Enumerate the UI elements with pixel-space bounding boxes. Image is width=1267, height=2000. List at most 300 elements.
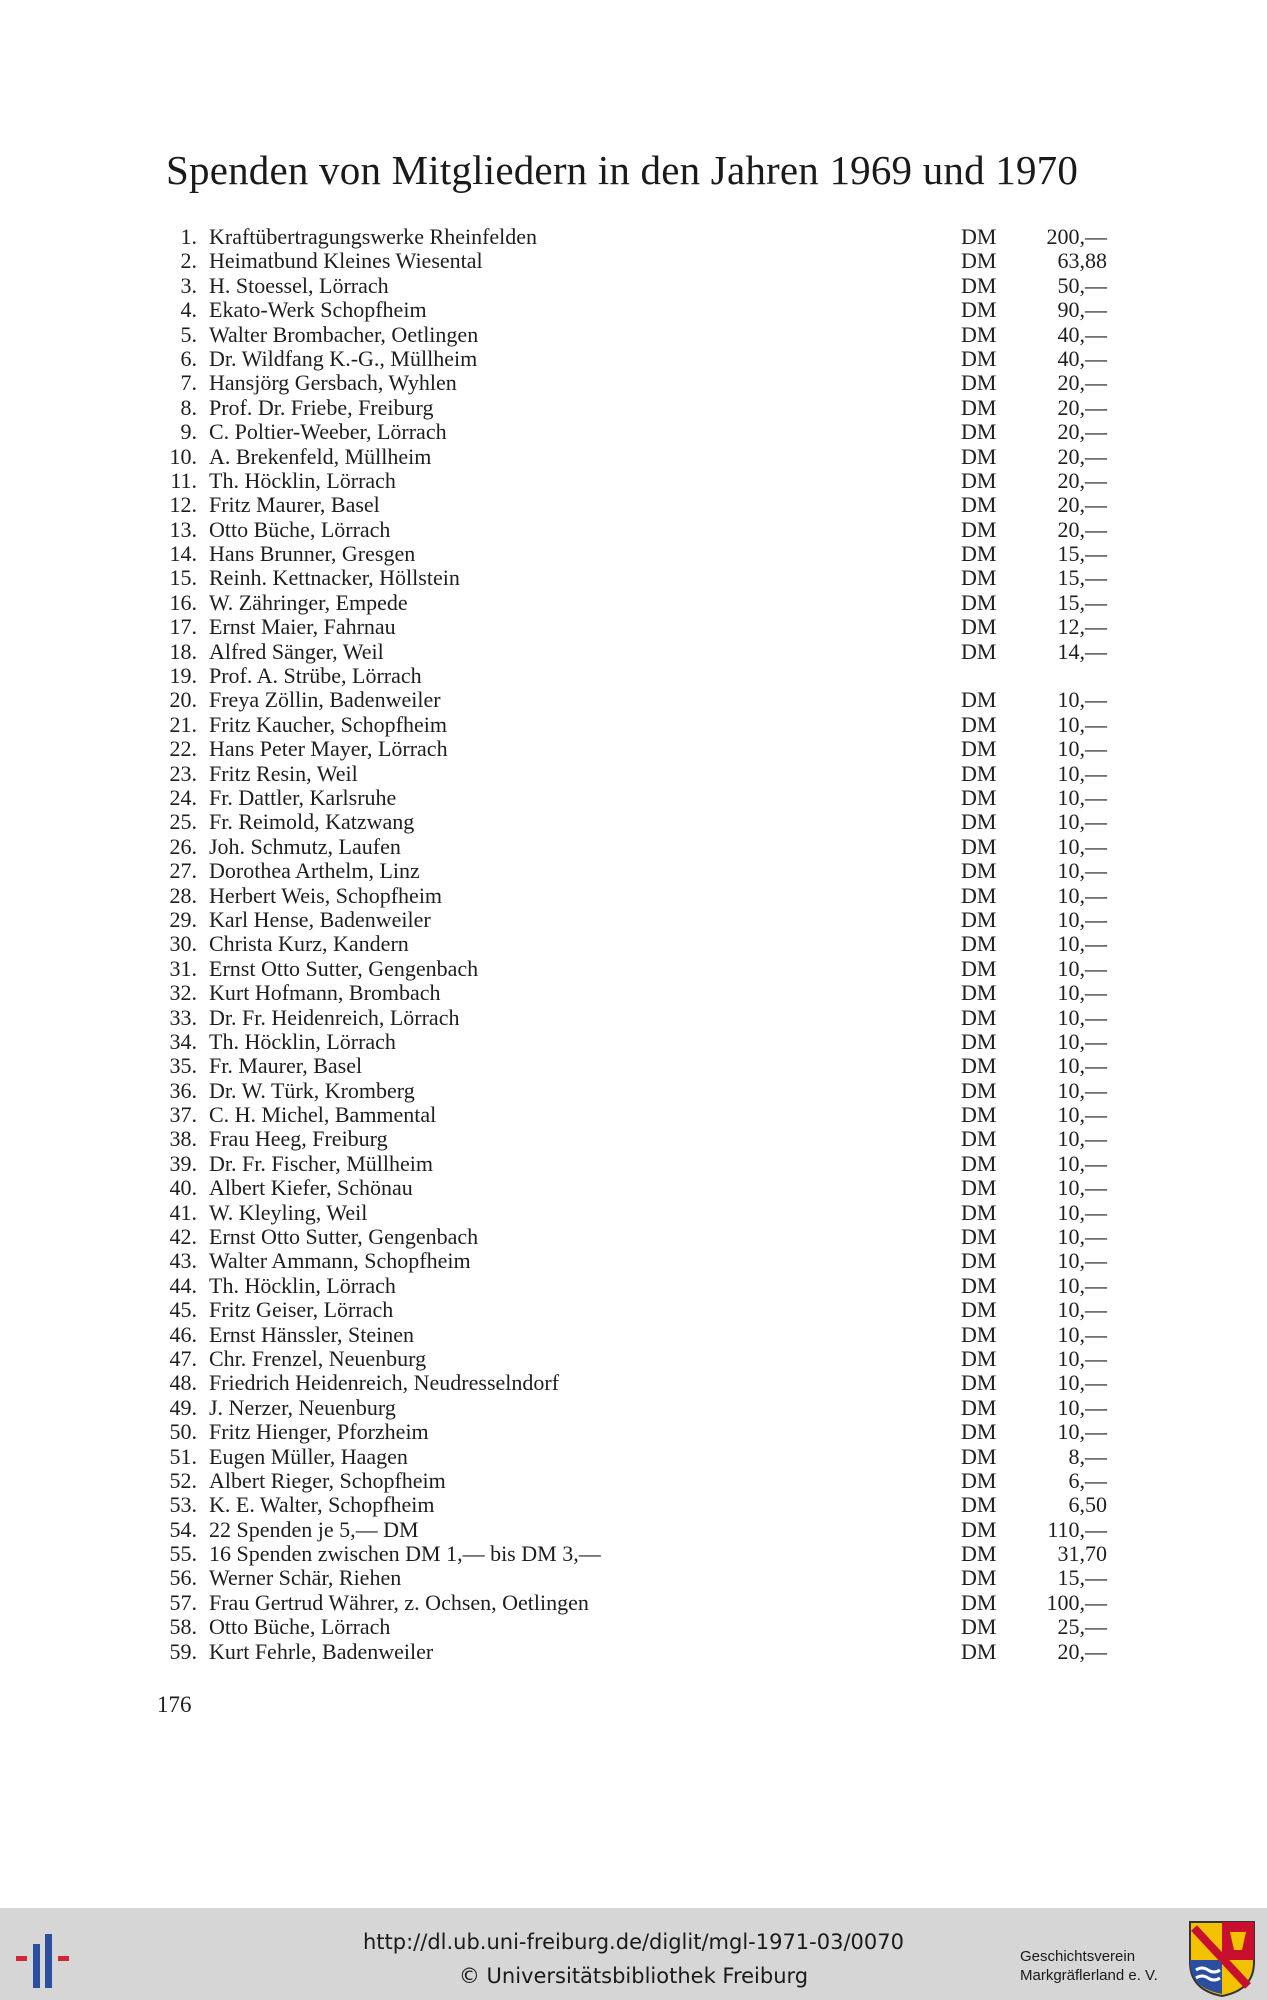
donor-name: Eugen Müller, Haagen (209, 1443, 408, 1469)
entry-number: 4. (180, 297, 197, 323)
currency-label: DM (961, 297, 997, 323)
donor-name: Albert Rieger, Schopfheim (209, 1467, 446, 1493)
donation-amount: 20,— (1057, 467, 1107, 493)
entry-number: 56. (169, 1565, 197, 1591)
entry-number: 50. (169, 1419, 197, 1445)
donor-name: Walter Brombacher, Oetlingen (209, 321, 479, 347)
donor-name: K. E. Walter, Schopfheim (209, 1492, 435, 1518)
donor-name: Heimatbund Kleines Wiesental (209, 248, 483, 274)
donation-amount: 63,88 (1057, 248, 1107, 274)
list-item (0, 1566, 1267, 1590)
donor-name: Frau Heeg, Freiburg (209, 1126, 388, 1152)
donor-name: Th. Höcklin, Lörrach (209, 467, 396, 493)
donor-name: Kurt Hofmann, Brombach (209, 980, 441, 1006)
entry-number: 33. (169, 1004, 197, 1030)
currency-label: DM (961, 1077, 997, 1103)
list-item (0, 1640, 1267, 1664)
donor-name: Joh. Schmutz, Laufen (209, 833, 401, 859)
entry-number: 6. (180, 345, 197, 371)
donation-amount: 6,— (1068, 1467, 1107, 1493)
donation-amount: 10,— (1057, 833, 1107, 859)
entry-number: 23. (169, 760, 197, 786)
currency-label: DM (961, 1248, 997, 1274)
list-item (0, 298, 1267, 322)
donation-amount: 10,— (1057, 1272, 1107, 1298)
currency-label: DM (961, 833, 997, 859)
entry-number: 10. (169, 443, 197, 469)
currency-label: DM (961, 467, 997, 493)
donation-amount: 15,— (1057, 541, 1107, 567)
list-item (0, 1591, 1267, 1615)
donor-name: Fr. Maurer, Basel (209, 1053, 363, 1079)
entry-number: 7. (180, 370, 197, 396)
entry-number: 35. (169, 1053, 197, 1079)
currency-label: DM (961, 492, 997, 518)
entry-number: 39. (169, 1150, 197, 1176)
currency-label: DM (961, 1638, 997, 1664)
list-item (0, 396, 1267, 420)
donor-name: C. Poltier-Weeber, Lörrach (209, 419, 447, 445)
entry-number: 57. (169, 1589, 197, 1615)
list-item (0, 1445, 1267, 1469)
donor-name: Dr. Fr. Fischer, Müllheim (209, 1150, 434, 1176)
currency-label: DM (961, 1370, 997, 1396)
donor-name: 16 Spenden zwischen DM 1,— bis DM 3,— (209, 1541, 601, 1567)
coat-of-arms-icon (1188, 1920, 1256, 1998)
donation-amount: 10,— (1057, 1077, 1107, 1103)
entry-number: 8. (180, 394, 197, 420)
list-item (0, 1103, 1267, 1127)
entry-number: 14. (169, 541, 197, 567)
list-item (0, 323, 1267, 347)
list-item (0, 1079, 1267, 1103)
entry-number: 59. (169, 1638, 197, 1664)
donation-amount: 10,— (1057, 980, 1107, 1006)
donation-amount: 10,— (1057, 906, 1107, 932)
list-item (0, 957, 1267, 981)
list-item (0, 1371, 1267, 1395)
donor-name: Fritz Hienger, Pforzheim (209, 1419, 429, 1445)
donor-name: Karl Hense, Badenweiler (209, 906, 431, 932)
donor-name: Werner Schär, Riehen (209, 1565, 402, 1591)
donation-amount: 200,— (1046, 224, 1107, 249)
entry-number: 13. (169, 516, 197, 542)
entry-number: 34. (169, 1028, 197, 1054)
donor-name: Fritz Maurer, Basel (209, 492, 380, 518)
currency-label: DM (961, 736, 997, 762)
currency-label: DM (961, 1492, 997, 1518)
donor-name: Fr. Reimold, Katzwang (209, 809, 415, 835)
list-item (0, 420, 1267, 444)
list-item (0, 1176, 1267, 1200)
entry-number: 46. (169, 1321, 197, 1347)
list-item (0, 1347, 1267, 1371)
currency-label: DM (961, 1321, 997, 1347)
donation-amount: 10,— (1057, 858, 1107, 884)
currency-label: DM (961, 1443, 997, 1469)
currency-label: DM (961, 784, 997, 810)
donation-amount: 110,— (1047, 1516, 1107, 1542)
list-item (0, 713, 1267, 737)
currency-label: DM (961, 687, 997, 713)
list-item (0, 1542, 1267, 1566)
list-item (0, 445, 1267, 469)
donation-amount: 10,— (1057, 1345, 1107, 1371)
currency-label: DM (961, 955, 997, 981)
donor-name: Dr. W. Türk, Kromberg (209, 1077, 415, 1103)
list-item (0, 664, 1267, 688)
donor-name: Hans Peter Mayer, Lörrach (209, 736, 448, 762)
donor-name: Ernst Otto Sutter, Gengenbach (209, 1224, 479, 1250)
list-item (0, 518, 1267, 542)
donation-amount: 10,— (1057, 736, 1107, 762)
donor-name: Dr. Fr. Heidenreich, Lörrach (209, 1004, 460, 1030)
entry-number: 36. (169, 1077, 197, 1103)
entry-number: 3. (180, 272, 197, 298)
list-item (0, 493, 1267, 517)
donor-name: Dr. Wildfang K.-G., Müllheim (209, 345, 478, 371)
list-item (0, 688, 1267, 712)
entry-number: 41. (169, 1199, 197, 1225)
donation-amount: 10,— (1057, 1394, 1107, 1420)
donor-name: Friedrich Heidenreich, Neudresselndorf (209, 1370, 560, 1396)
list-item (0, 225, 1267, 249)
list-item (0, 640, 1267, 664)
society-name (1020, 1947, 1188, 1985)
list-item (0, 1298, 1267, 1322)
entry-number: 43. (169, 1248, 197, 1274)
donation-amount: 20,— (1057, 394, 1107, 420)
donor-name: W. Kleyling, Weil (209, 1199, 368, 1225)
entry-number: 48. (169, 1370, 197, 1396)
entry-number: 58. (169, 1614, 197, 1640)
entry-number: 27. (169, 858, 197, 884)
list-item (0, 274, 1267, 298)
currency-label: DM (961, 419, 997, 445)
list-item (0, 908, 1267, 932)
donor-name: Th. Höcklin, Lörrach (209, 1028, 396, 1054)
donor-name: Freya Zöllin, Badenweiler (209, 687, 441, 713)
entry-number: 42. (169, 1224, 197, 1250)
donor-name: Kraftübertragungswerke Rheinfelden (209, 224, 538, 249)
donor-name: Chr. Frenzel, Neuenburg (209, 1345, 427, 1371)
entry-number: 55. (169, 1541, 197, 1567)
currency-label: DM (961, 1199, 997, 1225)
donor-name: Kurt Fehrle, Badenweiler (209, 1638, 434, 1664)
currency-label: DM (961, 638, 997, 664)
donation-amount: 20,— (1057, 419, 1107, 445)
donor-name: Ekato-Werk Schopfheim (209, 297, 427, 323)
currency-label: DM (961, 1419, 997, 1445)
donor-name: Fritz Kaucher, Schopfheim (209, 711, 447, 737)
donor-name: Alfred Sänger, Weil (209, 638, 384, 664)
list-item (0, 1225, 1267, 1249)
donation-amount: 10,— (1057, 1175, 1107, 1201)
donation-amount: 20,— (1057, 516, 1107, 542)
entry-number: 21. (169, 711, 197, 737)
entry-number: 40. (169, 1175, 197, 1201)
entry-number: 5. (180, 321, 197, 347)
list-item (0, 1420, 1267, 1444)
list-item (0, 542, 1267, 566)
list-item (0, 347, 1267, 371)
donor-name: Th. Höcklin, Lörrach (209, 1272, 396, 1298)
donation-amount: 10,— (1057, 1248, 1107, 1274)
society-name-line2: Markgräflerland e. V. (1020, 1967, 1158, 1984)
donation-amount: 10,— (1057, 1150, 1107, 1176)
entry-number: 44. (169, 1272, 197, 1298)
currency-label: DM (961, 224, 997, 249)
currency-label: DM (961, 321, 997, 347)
donor-name: Reinh. Kettnacker, Höllstein (209, 565, 460, 591)
entry-number: 26. (169, 833, 197, 859)
currency-label: DM (961, 1102, 997, 1128)
currency-label: DM (961, 906, 997, 932)
donation-amount: 10,— (1057, 1028, 1107, 1054)
donation-amount: 10,— (1057, 1224, 1107, 1250)
currency-label: DM (961, 809, 997, 835)
footer-url-link[interactable]: http://dl.ub.uni-freiburg.de/diglit/mgl-1971-03/0070 (362, 1930, 904, 1954)
donation-amount: 10,— (1057, 711, 1107, 737)
list-item (0, 1493, 1267, 1517)
donor-name: Ernst Otto Sutter, Gengenbach (209, 955, 479, 981)
currency-label: DM (961, 1053, 997, 1079)
donor-name: J. Nerzer, Neuenburg (209, 1394, 396, 1420)
entry-number: 53. (169, 1492, 197, 1518)
currency-label: DM (961, 980, 997, 1006)
entry-number: 2. (180, 248, 197, 274)
donor-name: Prof. Dr. Friebe, Freiburg (209, 394, 434, 420)
entry-number: 37. (169, 1102, 197, 1128)
donor-name: Prof. A. Strübe, Lörrach (209, 663, 422, 689)
currency-label: DM (961, 370, 997, 396)
list-item (0, 884, 1267, 908)
entry-number: 54. (169, 1516, 197, 1542)
currency-label: DM (961, 1516, 997, 1542)
entry-number: 49. (169, 1394, 197, 1420)
entry-number: 22. (169, 736, 197, 762)
currency-label: DM (961, 1126, 997, 1152)
donation-amount: 20,— (1057, 370, 1107, 396)
entry-number: 45. (169, 1297, 197, 1323)
donation-amount: 10,— (1057, 1199, 1107, 1225)
list-item (0, 1030, 1267, 1054)
donation-amount: 31,70 (1057, 1541, 1107, 1567)
donor-name: Dorothea Arthelm, Linz (209, 858, 420, 884)
entry-number: 29. (169, 906, 197, 932)
currency-label: DM (961, 589, 997, 615)
currency-label: DM (961, 1004, 997, 1030)
entry-number: 19. (169, 663, 197, 689)
list-item (0, 1249, 1267, 1273)
donor-name: 22 Spenden je 5,— DM (209, 1516, 419, 1542)
entry-number: 32. (169, 980, 197, 1006)
donation-list (0, 225, 1267, 1664)
donor-name: W. Zähringer, Empede (209, 589, 408, 615)
currency-label: DM (961, 516, 997, 542)
donation-amount: 10,— (1057, 882, 1107, 908)
list-item (0, 1054, 1267, 1078)
currency-label: DM (961, 858, 997, 884)
currency-label: DM (961, 931, 997, 957)
donation-amount: 10,— (1057, 687, 1107, 713)
donation-amount: 15,— (1057, 589, 1107, 615)
entry-number: 38. (169, 1126, 197, 1152)
donation-amount: 10,— (1057, 760, 1107, 786)
list-item (0, 591, 1267, 615)
page-number: 176 (157, 1692, 192, 1717)
list-item (0, 835, 1267, 859)
list-item (0, 1615, 1267, 1639)
currency-label: DM (961, 1297, 997, 1323)
currency-label: DM (961, 1272, 997, 1298)
currency-label: DM (961, 882, 997, 908)
donor-name: Fritz Geiser, Lörrach (209, 1297, 394, 1323)
entry-number: 18. (169, 638, 197, 664)
donation-amount: 20,— (1057, 443, 1107, 469)
donation-amount: 12,— (1057, 614, 1107, 640)
donation-amount: 10,— (1057, 1370, 1107, 1396)
entry-number: 12. (169, 492, 197, 518)
donation-amount: 10,— (1057, 1419, 1107, 1445)
currency-label: DM (961, 1589, 997, 1615)
footer-bar (0, 1908, 1267, 2000)
entry-number: 47. (169, 1345, 197, 1371)
currency-label: DM (961, 1394, 997, 1420)
donation-amount: 10,— (1057, 784, 1107, 810)
list-item (0, 810, 1267, 834)
entry-number: 20. (169, 687, 197, 713)
list-item (0, 737, 1267, 761)
list-item (0, 1469, 1267, 1493)
list-item (0, 1396, 1267, 1420)
donation-amount: 50,— (1057, 272, 1107, 298)
donor-name: Hans Brunner, Gresgen (209, 541, 416, 567)
currency-label: DM (961, 1541, 997, 1567)
donation-amount: 10,— (1057, 1053, 1107, 1079)
donation-amount: 10,— (1057, 1321, 1107, 1347)
donor-name: A. Brekenfeld, Müllheim (209, 443, 432, 469)
list-item (0, 371, 1267, 395)
currency-label: DM (961, 760, 997, 786)
donation-amount: 100,— (1046, 1589, 1107, 1615)
donation-amount: 90,— (1057, 297, 1107, 323)
donation-amount: 20,— (1057, 1638, 1107, 1664)
currency-label: DM (961, 1175, 997, 1201)
donor-name: Walter Ammann, Schopfheim (209, 1248, 471, 1274)
entry-number: 16. (169, 589, 197, 615)
currency-label: DM (961, 565, 997, 591)
footer-copyright: © Universitätsbibliothek Freiburg (458, 1964, 809, 1988)
donor-name: Christa Kurz, Kandern (209, 931, 409, 957)
entry-number: 15. (169, 565, 197, 591)
entry-number: 11. (170, 467, 197, 493)
list-item (0, 981, 1267, 1005)
donation-amount: 40,— (1057, 321, 1107, 347)
list-item (0, 932, 1267, 956)
list-item (0, 1006, 1267, 1030)
list-item (0, 1323, 1267, 1347)
donation-amount: 10,— (1057, 1126, 1107, 1152)
entry-number: 1. (180, 224, 197, 249)
donor-name: Ernst Hänssler, Steinen (209, 1321, 415, 1347)
list-item (0, 469, 1267, 493)
donor-name: Otto Büche, Lörrach (209, 1614, 391, 1640)
donor-name: Fr. Dattler, Karlsruhe (209, 784, 397, 810)
donor-name: Albert Kiefer, Schönau (209, 1175, 413, 1201)
donation-amount: 25,— (1057, 1614, 1107, 1640)
list-item (0, 786, 1267, 810)
donor-name: Hansjörg Gersbach, Wyhlen (209, 370, 457, 396)
society-name-line1: Geschichtsverein (1020, 1948, 1136, 1965)
currency-label: DM (961, 1467, 997, 1493)
donation-amount: 15,— (1057, 1565, 1107, 1591)
currency-label: DM (961, 1028, 997, 1054)
list-item (0, 615, 1267, 639)
entry-number: 31. (169, 955, 197, 981)
entry-number: 24. (169, 784, 197, 810)
donation-amount: 14,— (1057, 638, 1107, 664)
donor-name: H. Stoessel, Lörrach (209, 272, 389, 298)
entry-number: 17. (169, 614, 197, 640)
donor-name: Ernst Maier, Fahrnau (209, 614, 396, 640)
entry-number: 30. (169, 931, 197, 957)
currency-label: DM (961, 248, 997, 274)
list-item (0, 762, 1267, 786)
list-item (0, 566, 1267, 590)
currency-label: DM (961, 711, 997, 737)
page-title: Spenden von Mitgliedern in den Jahren 1969 und 1970 (166, 147, 1079, 193)
currency-label: DM (961, 272, 997, 298)
list-item (0, 1127, 1267, 1151)
entry-number: 51. (169, 1443, 197, 1469)
donation-amount: 10,— (1057, 1102, 1107, 1128)
list-item (0, 859, 1267, 883)
donation-amount: 20,— (1057, 492, 1107, 518)
donor-name: Otto Büche, Lörrach (209, 516, 391, 542)
currency-label: DM (961, 1565, 997, 1591)
currency-label: DM (961, 394, 997, 420)
donation-amount: 10,— (1057, 1297, 1107, 1323)
donation-amount: 10,— (1057, 1004, 1107, 1030)
donation-amount: 10,— (1057, 931, 1107, 957)
list-item (0, 1518, 1267, 1542)
entry-number: 9. (180, 419, 197, 445)
entry-number: 25. (169, 809, 197, 835)
entry-number: 52. (169, 1467, 197, 1493)
list-item (0, 1201, 1267, 1225)
donor-name: Herbert Weis, Schopfheim (209, 882, 443, 908)
donation-amount: 15,— (1057, 565, 1107, 591)
currency-label: DM (961, 541, 997, 567)
currency-label: DM (961, 614, 997, 640)
donor-name: Frau Gertrud Währer, z. Ochsen, Oetlingen (209, 1589, 589, 1615)
donor-name: C. H. Michel, Bammental (209, 1102, 437, 1128)
list-item (0, 1274, 1267, 1298)
currency-label: DM (961, 345, 997, 371)
donation-amount: 8,— (1068, 1443, 1107, 1469)
currency-label: DM (961, 1614, 997, 1640)
donation-amount: 10,— (1057, 809, 1107, 835)
list-item (0, 249, 1267, 273)
currency-label: DM (961, 1150, 997, 1176)
donation-amount: 40,— (1057, 345, 1107, 371)
donation-amount: 10,— (1057, 955, 1107, 981)
currency-label: DM (961, 1224, 997, 1250)
donation-amount: 6,50 (1068, 1492, 1107, 1518)
entry-number: 28. (169, 882, 197, 908)
list-item (0, 1152, 1267, 1176)
